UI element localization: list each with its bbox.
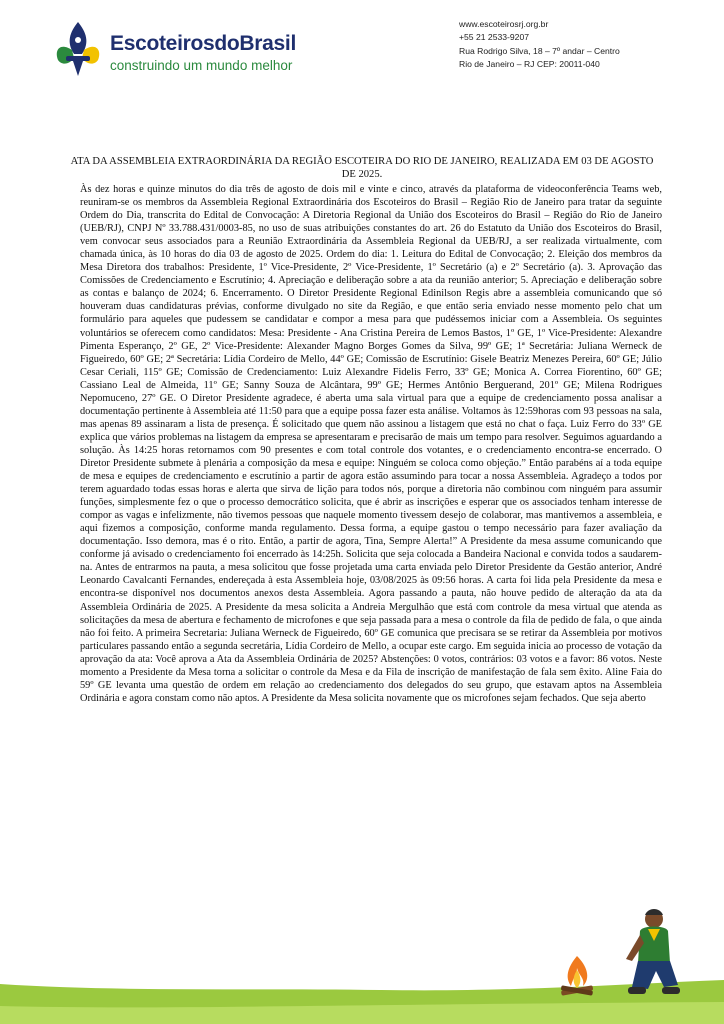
contact-block <box>459 18 620 72</box>
address-line-2: Rio de Janeiro – RJ CEP: 20011-040 <box>459 59 600 70</box>
website-link[interactable]: www.escoteirosrj.org.br <box>459 19 549 29</box>
document-title: ATA DA ASSEMBLEIA EXTRAORDINÁRIA DA REGIÃO ESCOTEIRA DO RIO DE JANEIRO, REALIZADA EM 03 DE AGOSTO DE 2025. <box>70 156 654 180</box>
scout-figure-icon <box>612 905 692 1005</box>
brand-name: EscoteirosdoBrasil <box>110 32 296 55</box>
brand-tagline: construindo um mundo melhor <box>110 58 293 73</box>
fleur-de-lis-icon <box>52 20 104 78</box>
phone-number: +55 21 2533-9207 <box>459 32 530 43</box>
header-logo <box>52 20 332 80</box>
address-line-1: Rua Rodrigo Silva, 18 – 7º andar – Centro <box>459 45 620 56</box>
campfire-icon <box>557 952 597 996</box>
document-body: Às dez horas e quinze minutos do dia três de agosto de dois mil e vinte e cinco, através da plataforma de videoconferência Teams web, reuniram-se os membros da Assembleia Regional Extraordinária dos Escoteiros do Brasil – Região Rio de Janeiro para tratar da seguinte Ordem do Dia, transcrita do Edital de Convocação: A Diretoria Regional da União dos Escoteiros do Brasil – Região do Rio de Janeiro (UEB/RJ), CNPJ Nº 33.788.431/0003-85, no uso de suas atribuições constantes do art. 26 do Estatuto da União dos Escoteiros do Brasil, vem convocar seus associados para a Reunião Extraordinária da Assembleia Regional da UEB/RJ, a ser realizada virtualmente, com chamada única, às 10 horas do dia 03 de agosto de 2025. Ordem do dia: 1. Leitura do Edital de Convocação; 2. Eleição dos membros da Mesa Diretora dos trabalhos: Presidente, 1º Vice-Presidente, 2º Vice-Presidente, 1º Secretário (a) e 2º Secretário (a). 3. Aprovação das Comissões de Credenciamento e Escrutínio; 4. Apreciação e deliberação sobre a ata da reunião anterior; 5. Apreciação e deliberação sobre as contas e balanço de 2024; 6. Encerramento. O Diretor Presidente Regional Edinilson Regis abre a assembleia comunicando que só houveram duas candidaturas prévias, conforme divulgado no site da Região, e que então seria enviado nesse momento pelo chat um formulário para aqueles que pudessem se candidatar e compor a mesa para que pudéssemos iniciar com a Assembleia. Os seguintes voluntários se oferecem como candidatos: Mesa: Presidente - Ana Cristina Pereira de Lemos Bastos, 1º GE, 1º Vice-Presidente: Alexandre Pimenta Esperanço, 2º GE, 2º Vice-Presidente: Alexander Magno Borges Gomes da Silva, 99º GE; 1ª Secretária: Juliana Werneck de Figueiredo, 60º GE; 2ª Secretária: Lídia Cordeiro de Mello, 44º GE; Comissão de Escrutínio: Gisele Beatriz Menezes Pereira, 60º GE; Júlio Cesar Ceriali, 115º GE; Comissão de Credenciamento: Luiz Alexandre Fidelis Ferro, 33º GE; Monica A. Correa Fiorentino, 60º GE; Cassiano Leal de Almeida, 11º GE; Sanny Souza de Alcântara, 99º GE; Hermes Antônio Berguerand, 201º GE; Milena Rodrigues Nepomuceno, 27º GE. O Diretor Presidente agradece, é aberta uma sala virtual para que a equipe de credenciamento possa analisar a documentação pertinente à Assembleia até 11:50 para que a equipe possa fazer esta análise. Voltamos às 12:59horas com 93 pessoas na sala, mas apenas 89 assinaram a lista de presença. É solicitado que quem não assinou a listagem que está no chat o faça. Luiz Ferro do 33º GE explica que vários problemas na listagem da empresa se apresentaram e precisarão de mais um tempo para resolver. Seguimos aguardando a solução. Às 14:25 horas retornamos com 90 presentes e com total controle dos votantes, e o credenciamento encontra-se encerrado. O Diretor Presidente submete à plenária a composição da mesa e equipe: Ninguém se coloca como objeção.” Então parabéns aí a toda equipe de mesa e equipes de credenciamento e escrutínio a partir de agora estão assumindo para tocar a nossa Assembleia. Agradeço a todos por terem aguardado todas essas horas e alerta que sirva de lição para todos nós, porque a diretoria não combinou com ninguém para assumir funções, simplesmente fez o que o processo democrático solicita, que é abrir as inscrições e esperar que os associados tenham interesse de compor as vagas e infelizmente, não tivemos pessoas que naquele momento tivessem desejo de colaborar, mas mantivemos a assembleia, e aqui fizemos a composição, conforme manda regulamento. Dessa forma, a equipe gastou o tempo necessário para fazer avaliação da documentação. Isso demora, mas é o rito. Então, a partir de agora, Tina, Sempre Alerta!” A Presidente da mesa assume comunicando que conforme já avisado o credenciamento foi encerrado às 14:25h. Solicita que seja colocada a Bandeira Nacional e convida todos a saudarem-na. Antes de entrarmos na pauta, a mesa solicitou que fosse projetada uma carta enviada pelo Diretor Presidente da Gestão anterior, André Leonardo Cavalcanti Fernandes, endereçada à esta Assembleia hoje, 03/08/2025 às 09:56 horas. A carta foi lida pela Presidente da mesa e encontra-se disponível nos documentos anexos desta Assembleia. Agora passando a pauta, não houve pedido de alteração da ata da Assembleia Ordinária de 2025. A Presidente da mesa solicita a Andreia Mergulhão que está com controle da mesa virtual que atenda as solicitações da mesa de abertura e fechamento de microfones e que seja passada para a mesa o controle da fila de pedido de fala, o que ainda não foi feito. A primeira Secretaria: Juliana Werneck de Figueiredo, 60º GE comunica que precisara se se retirar da Assembleia por motivos particulares passando então a segunda secretária, Lídia Cordeiro de Mello, a ocupar este cargo. Em seguida inicia ao processo de votação da aprovação da ata: Você aprova a Ata da Assembleia Ordinária de 2025? Abstenções: 0 votos, contrários: 03 votos e a favor: 86 votos. Neste momento a Presidente da Mesa torna a solicitar o controle da Mesa e da Fila de inscrição de manifestação de fala sem êxito. Aline Faia do 59º GE levanta uma questão de ordem em relação ao credenciamento dos delegados do seu grupo, que estavam aptos na Assembleia Ordinária e agora constam como não aptos. A Presidente da Mesa solicita novamente que os microfones sejam fechados. Que seja aberto <box>80 184 662 704</box>
